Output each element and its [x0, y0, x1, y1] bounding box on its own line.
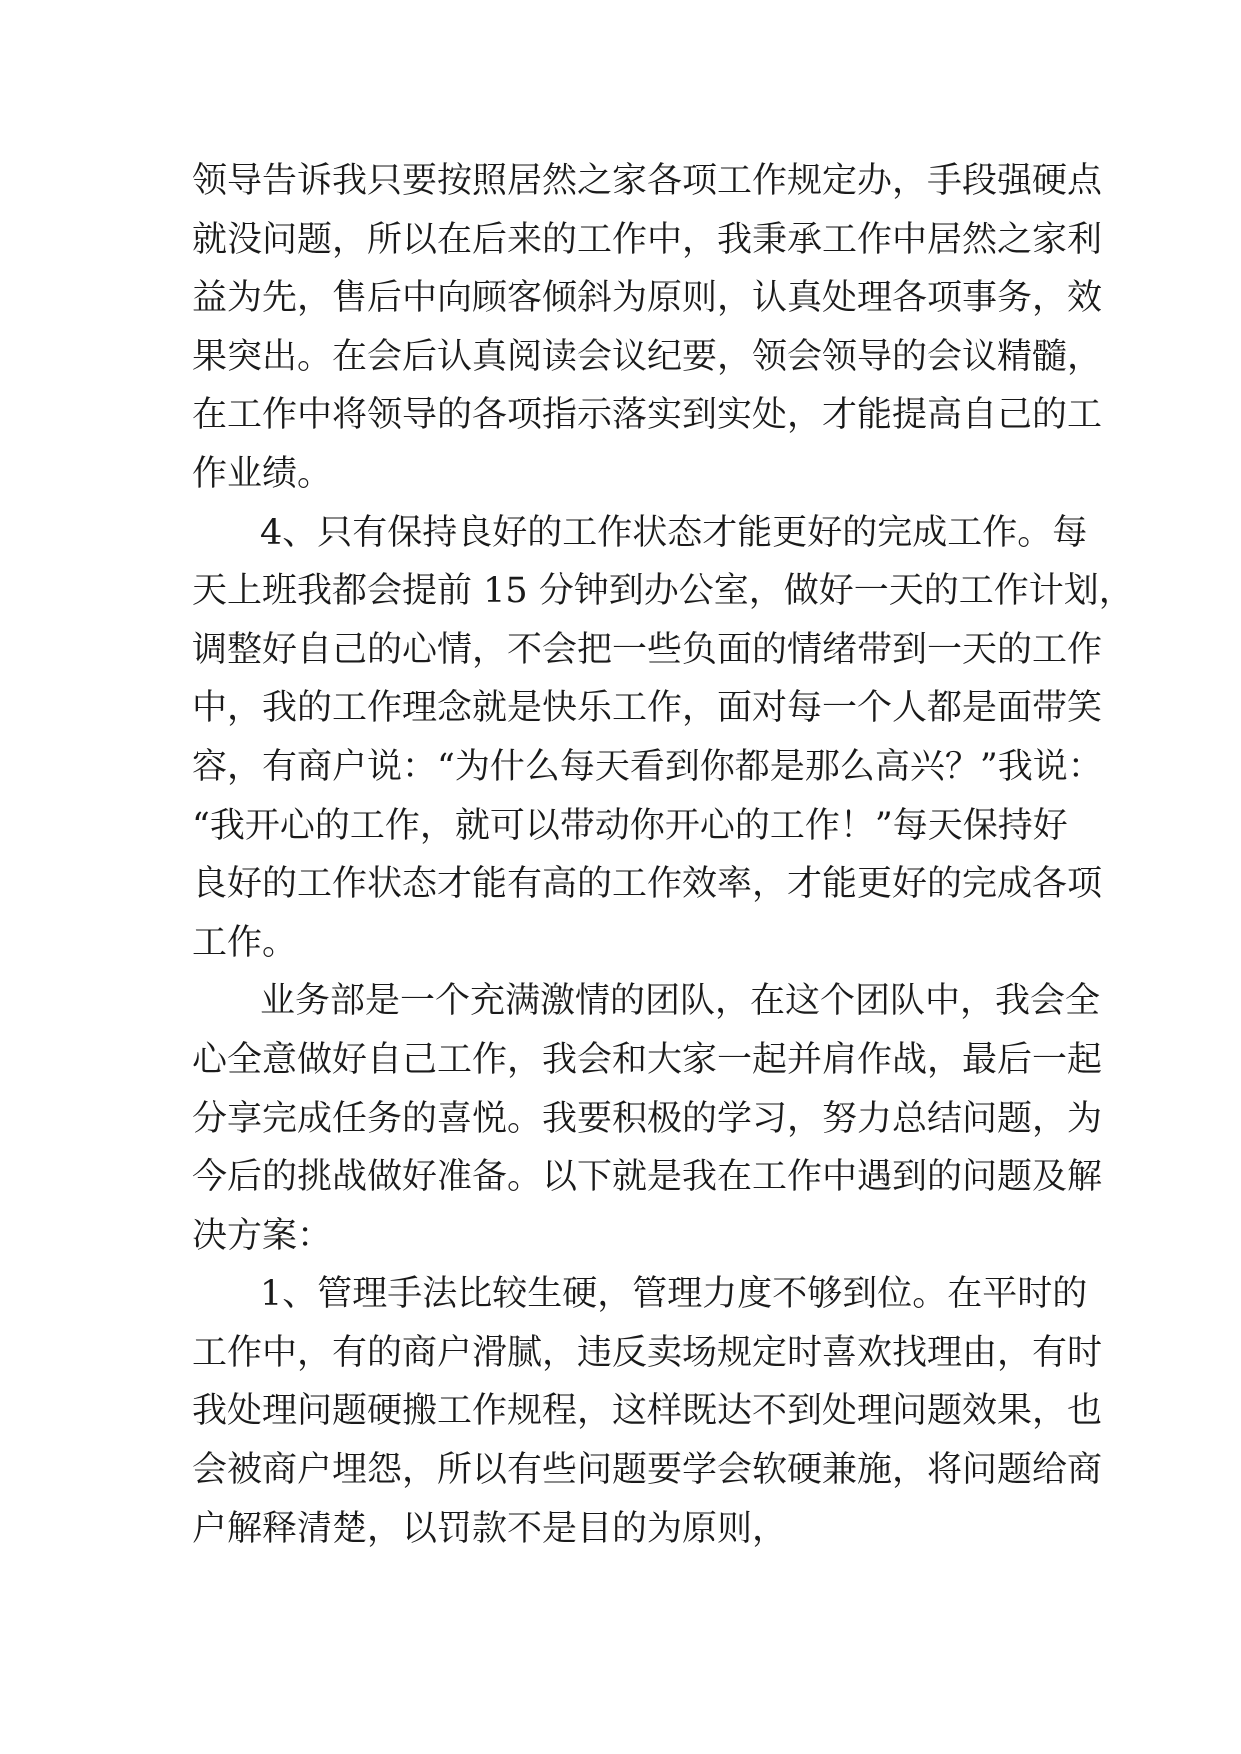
text-line: 天上班我都会提前 15 分钟到办公室，做好一天的工作计划，: [192, 571, 1134, 612]
text-line: 益为先，售后中向顾客倾斜为原则，认真处理各项事务，效: [192, 278, 1103, 319]
text-line: 就没问题，所以在后来的工作中，我秉承工作中居然之家利: [192, 219, 1103, 260]
text-line: 户解释清楚，以罚款不是目的为原则，: [192, 1508, 788, 1549]
text-line: 我处理问题硬搬工作规程，这样既达不到处理问题效果，也: [192, 1391, 1103, 1432]
text-line: 容，有商户说：“为什么每天看到你都是那么高兴？”我说：: [192, 746, 1103, 787]
text-line: 决方案：: [192, 1215, 333, 1256]
text-line: 领导告诉我只要按照居然之家各项工作规定办，手段强硬点: [192, 161, 1103, 201]
text-line: “我开心的工作，就可以带动你开心的工作！”每天保持好: [192, 805, 1068, 846]
text-line: 调整好自己的心情，不会把一些负面的情绪带到一天的工作: [192, 629, 1103, 670]
text-line: 工作。: [192, 922, 298, 963]
text-line: 中，我的工作理念就是快乐工作，面对每一个人都是面带笑: [192, 688, 1103, 729]
text-line: 良好的工作状态才能有高的工作效率，才能更好的完成各项: [192, 864, 1103, 905]
text-line: 4、只有保持良好的工作状态才能更好的完成工作。每: [260, 512, 1088, 553]
text-line: 作业绩。: [192, 453, 333, 494]
text-line: 会被商户埋怨，所以有些问题要学会软硬兼施，将问题给商: [192, 1450, 1103, 1491]
text-line: 今后的挑战做好准备。以下就是我在工作中遇到的问题及解: [192, 1157, 1103, 1198]
text-line: 1、管理手法比较生硬，管理力度不够到位。在平时的: [260, 1274, 1088, 1315]
text-line: 业务部是一个充满激情的团队，在这个团队中，我会全: [260, 981, 1101, 1022]
text-line: 在工作中将领导的各项指示落实到实处，才能提高自己的工: [192, 395, 1103, 436]
text-line: 分享完成任务的喜悦。我要积极的学习，努力总结问题，为: [192, 1098, 1103, 1139]
text-line: 心全意做好自己工作，我会和大家一起并肩作战，最后一起: [192, 1039, 1103, 1080]
text-line: 工作中，有的商户滑腻，违反卖场规定时喜欢找理由，有时: [192, 1332, 1103, 1373]
text-line: 果突出。在会后认真阅读会议纪要，领会领导的会议精髓，: [192, 336, 1103, 377]
body-text: [192, 152, 1134, 1558]
